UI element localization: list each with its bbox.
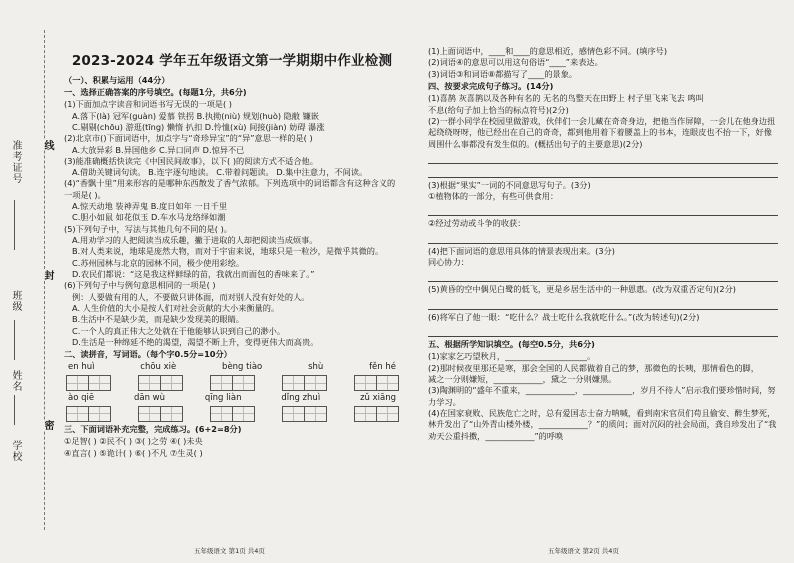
question-heading: 二、读拼音，写词语。（每个字0.5分=10分） bbox=[64, 349, 232, 360]
option-line: A.大放异彩 B.异国他乡 C.异口同声 D.惊异不已 bbox=[72, 144, 245, 155]
question-text: (1)上面词语中，____和____的意思相近，感情色彩不同。(填序号) bbox=[428, 46, 668, 56]
question-heading: 五、根据所学知识填空。(每空0.5分，共6分) bbox=[428, 339, 595, 349]
question-text: (1)喜鹊 灰喜鹊以及各种有名的 无名的鸟整天在田野上 村子里飞来飞去 鸣叫 bbox=[428, 93, 704, 104]
writing-box[interactable] bbox=[210, 375, 254, 391]
answer-line[interactable] bbox=[428, 325, 778, 337]
pinyin: en huì bbox=[68, 362, 95, 373]
option-line: B.对人类来说，地球是庞然大物，而对于宇宙来说，地球只是一粒沙，是微乎其微的。 bbox=[72, 246, 384, 257]
question-text: ①植物体的一部分，有些可供食用： bbox=[428, 191, 559, 202]
option-line: A.落下(là) 冠军(guàn) 爱慕 铁拐 B.执拗(niù) 规划(huò) 隐敝 镰嵌 bbox=[72, 110, 319, 121]
pinyin: dǐng zhuì bbox=[281, 393, 321, 404]
binding-margin bbox=[0, 0, 58, 563]
writing-box[interactable] bbox=[66, 375, 110, 391]
question-text: (5)下列句子中，写法与其他几句不同的是( )。 bbox=[64, 223, 232, 234]
pinyin: ào qiē bbox=[68, 393, 95, 404]
pinyin: fěn hé bbox=[369, 362, 396, 373]
label-school: 学校 bbox=[10, 440, 21, 462]
pinyin-row bbox=[64, 393, 400, 405]
question-heading: 一、选择正确答案的序号填空。(每题1分，共6分) bbox=[64, 86, 247, 97]
question-text: (4)在国家衰败、民族危亡之时，总有爱国志士奋力呐喊，看到南宋官员们苟且偷安、醉生梦死，林升发出了“山外青山楼外楼，____________？”的质问；面对沉闷的社会局面，龚自珍发出了“我劝天公重抖擞，____________”的呼唤 bbox=[428, 407, 777, 441]
question-text: 不息(给句子加上恰当的标点符号)(2分) bbox=[428, 104, 569, 115]
cut-char-secret: 密 bbox=[42, 420, 53, 430]
tianzige-row bbox=[64, 406, 400, 422]
page-left bbox=[64, 0, 400, 563]
page-footer: 五年级语文 第1页 共4页 bbox=[194, 547, 265, 556]
question-text: (2)词语④的意思可以用这句俗语“____”来表达。 bbox=[428, 57, 603, 68]
example-line: 例：人要做有用的人，不要做只讲体面，而对别人没有好处的人。 bbox=[72, 291, 310, 302]
fill-line bbox=[14, 200, 15, 250]
option-line: A. 人生价值的大小是按人们对社会贡献的大小来衡量的。 bbox=[72, 302, 280, 313]
option-line: A.惊天动地 装神弄鬼 B.度日如年 一日千里 bbox=[72, 201, 228, 212]
option-line: B.生活中不是缺少美，而是缺少发现美的眼睛。 bbox=[72, 314, 244, 325]
answer-line[interactable] bbox=[428, 166, 778, 178]
answer-line[interactable] bbox=[428, 232, 778, 244]
label-exam-number: 准考证号 bbox=[10, 140, 21, 184]
pinyin: shù bbox=[308, 362, 324, 373]
question-text: (6)下列句子中与例句意思相同的一项是( ) bbox=[64, 280, 216, 291]
tianzige-row bbox=[64, 375, 400, 391]
option-line: C.苏州园林与北京的园林不同，极少使用彩绘。 bbox=[72, 257, 245, 268]
pinyin: chōu xiè bbox=[140, 362, 177, 373]
label-name: 姓名 bbox=[10, 370, 21, 392]
page-footer: 五年级语文 第2页 共4页 bbox=[548, 547, 619, 556]
question-text: (2)一群小同学在校园里做游戏，伙伴们一会儿藏在奇奇身边，把他当作屏障，一会儿在他身边扭起绕绕呀呀，他已经出在自己的奇奇，都到他用着下着腰盖上的书本，连眼皮也不抬一下，好像周围什么事都没有发生似的。(概括出句子的主要意思)(2分) bbox=[428, 115, 776, 149]
option-line: A.借助关键词句读。 B.连字逐句地读。 C.带着问题读。 D.集中注意力，不间读。 bbox=[72, 167, 368, 178]
option-line: C.一个人的真正伟大之处就在于他能够认识到自己的渺小。 bbox=[72, 325, 286, 336]
pinyin: bèng tiào bbox=[222, 362, 263, 373]
question-text: ②经过劳动或斗争的收获： bbox=[428, 218, 526, 229]
question-text: (2)那时候夜里那还是寒，那会全国的人民都做着自己的梦，那微色的长咦，那情看色的脚， bbox=[428, 362, 759, 373]
writing-box[interactable] bbox=[210, 406, 254, 422]
question-text: (1)家家乞巧望秋月，____________________。 bbox=[428, 351, 596, 362]
answer-line[interactable] bbox=[428, 270, 778, 282]
option-line: C.剔剔(chōu) 游逛(tīng) 懒惰 扒扣 D.怜恤(xù) 间接(jiàn) 妨碍 瀑涨 bbox=[72, 121, 325, 132]
option-line: D.生活是一种绵延不绝的渴望，渴望不断上升，变得更伟大而高贵。 bbox=[72, 336, 319, 347]
page-title: 2023-2024 学年五年级语文第一学期期中作业检测 bbox=[71, 53, 393, 69]
question-text: (4)“香飘十里”用来形容的是哪种东西散发了香气浓郁。下列选项中的词语都含有这种含义的一项是( )。 bbox=[64, 178, 396, 200]
writing-box[interactable] bbox=[282, 406, 326, 422]
question-text: (3)能准确概括快读完《中国民间故事》，以下( )的阅读方式不适合他。 bbox=[64, 155, 318, 166]
option-line: C.胆小如鼠 如花似玉 D.车水马龙络绎如潮 bbox=[72, 212, 226, 223]
cut-char-seal: 封 bbox=[42, 270, 53, 280]
pinyin-row bbox=[64, 362, 400, 374]
question-text: (6)将军白了他一眼：“吃什么？战士吃什么我就吃什么。”(改为转述句)(2分) bbox=[428, 311, 700, 322]
writing-box[interactable] bbox=[354, 406, 398, 422]
option-line: A.用劝学习的人把阅读当成乐趣，撇于进取的人却把阅读当成烦事。 bbox=[72, 235, 318, 245]
cut-line bbox=[44, 30, 45, 530]
pinyin: dān wù bbox=[133, 393, 166, 404]
section-header: （一）、积累与运用（44分） bbox=[64, 74, 170, 85]
writing-box[interactable] bbox=[138, 406, 182, 422]
question-text: (3)陶渊明的“盛年不重来，____________，____________，岁月不待人”启示我们要珍惜时间，努力学习。 bbox=[428, 385, 776, 407]
idiom-line: ④直言( ) ⑤诡计( ) ⑥( )不凡 ⑦生灵( ) bbox=[64, 447, 203, 458]
pinyin: zǔ xiāng bbox=[360, 393, 396, 404]
question-text: (1)下面加点字读音和词语书写无误的一项是( ) bbox=[64, 99, 232, 110]
question-text: 同心协力： bbox=[428, 257, 469, 268]
fill-line bbox=[14, 320, 15, 360]
writing-box[interactable] bbox=[354, 375, 398, 391]
writing-box[interactable] bbox=[282, 375, 326, 391]
answer-line[interactable] bbox=[428, 298, 778, 310]
question-text: (5)黄昏的空中偶见白鹭的低飞，更是乡居生活中的一种恩惠。(改为双重否定句)(2分) bbox=[428, 284, 736, 295]
answer-line[interactable] bbox=[428, 204, 778, 216]
answer-line[interactable] bbox=[428, 152, 778, 164]
cut-char-line: 线 bbox=[42, 140, 53, 150]
page-right bbox=[428, 0, 778, 563]
question-text: 减之一分则嫌短，____________，黛之一分则嫌黑。 bbox=[428, 373, 617, 384]
idiom-line: ①足智( ) ②民不( ) ③( )之劳 ④( )未央 bbox=[64, 436, 203, 447]
question-text: (2)北京市()下面词语中，加点字与“奇珍异宝”的“异”意思一样的是( ) bbox=[64, 133, 313, 144]
fill-line bbox=[14, 395, 15, 425]
writing-box[interactable] bbox=[66, 406, 110, 422]
option-line: D.农民们都说：“这是我这样鲜绿的苗，我就出而面包的香味来了。” bbox=[72, 268, 315, 279]
question-text: (3)词语③和词语⑧都描写了____的景象。 bbox=[428, 68, 578, 79]
question-text: (4)把下面词语的意思用具体的情景表现出来。(3分) bbox=[428, 245, 615, 256]
writing-box[interactable] bbox=[138, 375, 182, 391]
question-text: (3)根据“果实”一词的不同意思写句子。(3分) bbox=[428, 179, 591, 190]
question-heading: 三、下面词语补充完整，完成练习。(6+2=8分) bbox=[64, 423, 242, 434]
question-heading: 四、按要求完成句子练习。(14分) bbox=[428, 80, 554, 91]
label-class: 班级 bbox=[10, 290, 21, 312]
pinyin: qīng liàn bbox=[204, 393, 242, 404]
